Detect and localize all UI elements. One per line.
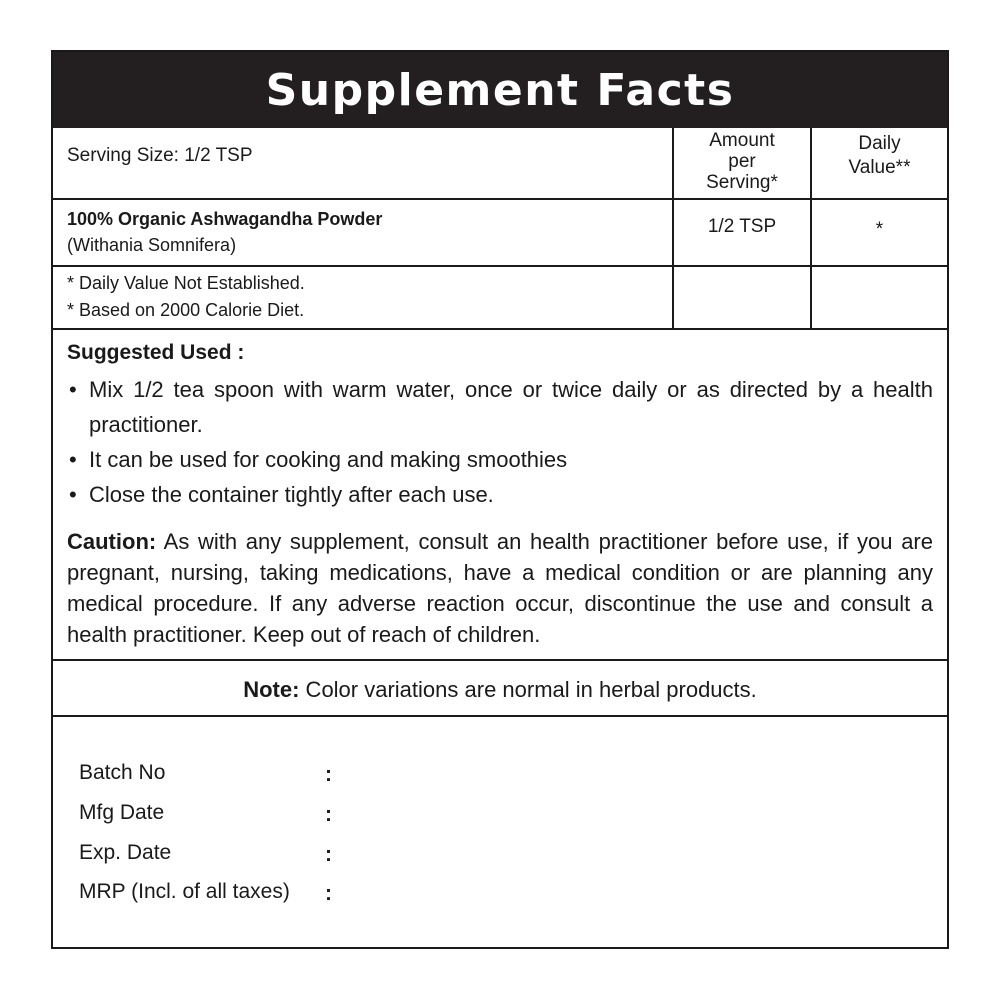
exp-date-label: Exp. Date [79,841,172,864]
note-divider-top [53,659,947,661]
title-bar [53,52,947,128]
mfg-date-colon: : [325,803,332,826]
amount-header-line2: per [728,151,756,172]
note-label: Note: [243,677,300,702]
daily-header-line2: Value** [848,157,911,178]
exp-date-colon: : [325,843,332,866]
list-item: • Mix 1/2 tea spoon with warm water, once or twice daily or as directed by a health practitioner. [67,372,933,442]
note-line [53,672,947,708]
suggested-use-section [67,338,933,512]
caution-text: As with any supplement, consult an health practitioner before use, if you are pregnant, nursing, taking medications, have a medical condition or are planning any medical procedure. If any adverse reaction occur, discontinue the use and consult a health practitioner. Keep out of reach of children. [67,529,933,647]
ingredient-name: 100% Organic Ashwagandha Powder [67,209,383,229]
supplement-facts-label [51,50,949,949]
row-divider-2 [53,265,947,267]
ingredient-amount: 1/2 TSP [707,216,777,237]
amount-per-serving-header [674,130,810,193]
amount-header-line1: Amount [709,130,775,151]
ingredient-latin-name: (Withania Somnifera) [67,235,237,255]
list-item: • It can be used for cooking and making smoothies [67,442,933,477]
note-divider-bottom [53,715,947,717]
suggested-use-list [67,372,933,512]
daily-header-line1: Daily [858,133,901,154]
mfg-date-label: Mfg Date [79,801,165,824]
row-divider-1 [53,198,947,200]
row-divider-3 [53,328,947,330]
list-item: • Close the container tightly after each use. [67,477,933,512]
amount-header-line3: Serving* [706,172,778,193]
suggested-use-heading: Suggested Used : [67,341,245,364]
footnote-daily-value: * Daily Value Not Established. [67,273,305,293]
daily-value-header [812,132,947,180]
footnote-calorie-diet: * Based on 2000 Calorie Diet. [67,300,305,320]
batch-no-label: Batch No [79,761,166,784]
mrp-label: MRP (Incl. of all taxes) [79,880,290,903]
ingredient-daily-value: * [875,219,884,240]
caution-label: Caution: [67,529,157,554]
caution-paragraph [67,526,933,650]
mrp-colon: : [325,882,332,905]
batch-no-colon: : [325,763,332,786]
note-text: Color variations are normal in herbal products. [299,677,757,702]
serving-size: Serving Size: 1/2 TSP [67,145,253,166]
title: Supplement Facts [265,64,735,116]
